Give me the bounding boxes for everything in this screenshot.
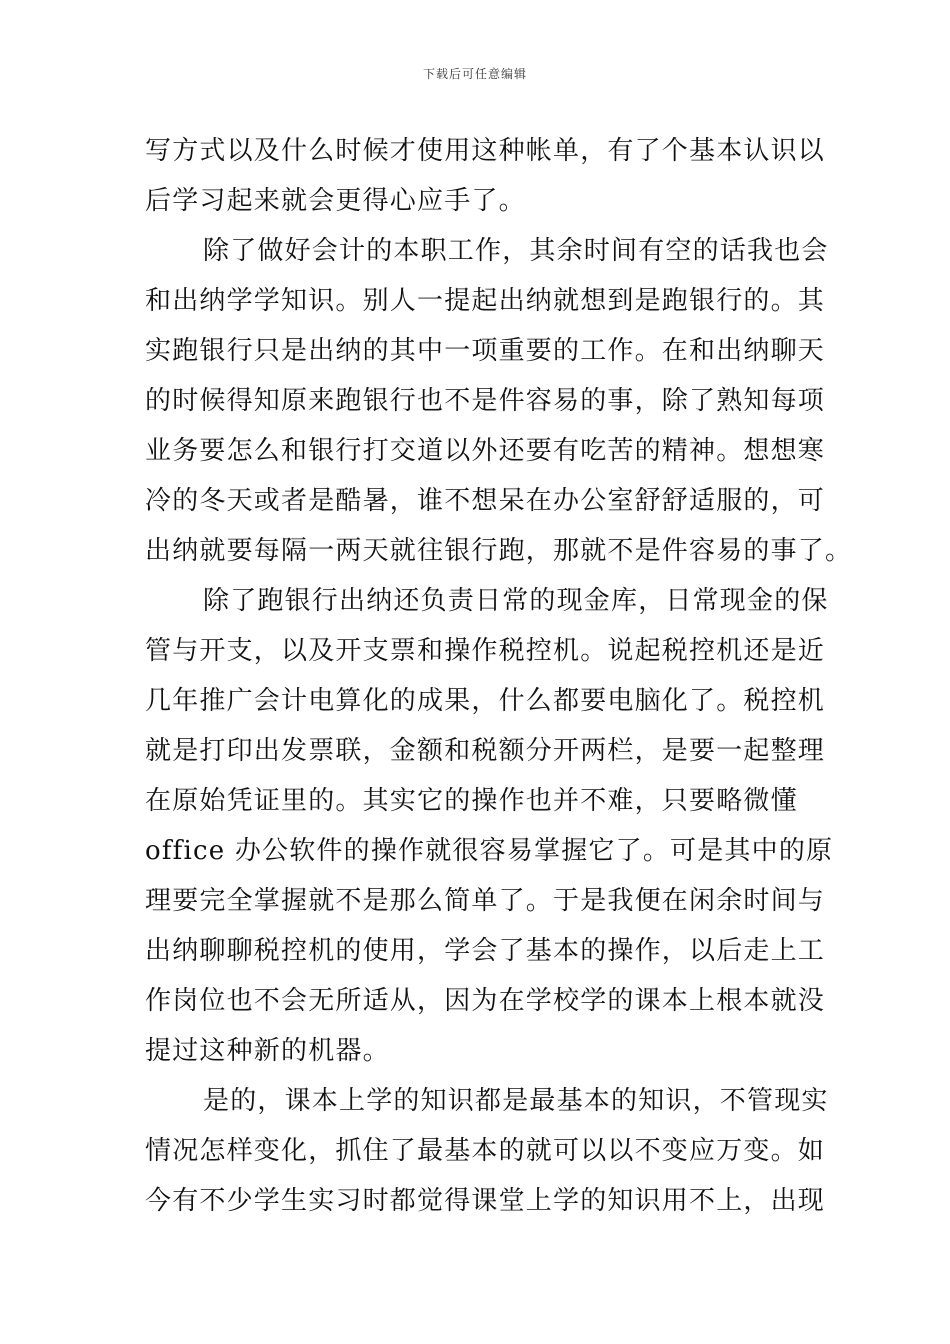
text-line: 写方式以及什么时候才使用这种帐单，有了个基本认识以 bbox=[145, 136, 826, 166]
paragraph-first-line: 除了做好会计的本职工作，其余时间有空的话我也会 bbox=[203, 236, 829, 266]
document-body bbox=[145, 126, 853, 1226]
page-header: 下载后可任意编辑 bbox=[422, 67, 527, 81]
text-line: 作岗位也不会无所适从，因为在学校学的课本上根本就没 bbox=[145, 986, 826, 1016]
text-line: 在原始凭证里的。其实它的操作也并不难，只要略微懂 bbox=[145, 786, 798, 816]
text-line: 业务要怎么和银行打交道以外还要有吃苦的精神。想想寒 bbox=[145, 436, 826, 466]
text-line: 情况怎样变化，抓住了最基本的就可以以不变应万变。如 bbox=[145, 1136, 826, 1166]
text-line: 几年推广会计电算化的成果，什么都要电脑化了。税控机 bbox=[145, 686, 826, 716]
text-line: 实跑银行只是出纳的其中一项重要的工作。在和出纳聊天 bbox=[145, 336, 826, 366]
text-line: 今有不少学生实习时都觉得课堂上学的知识用不上，出现 bbox=[145, 1186, 826, 1216]
text-line: 出纳就要每隔一两天就往银行跑，那就不是件容易的事了。 bbox=[145, 536, 853, 566]
text-line: 后学习起来就会更得心应手了。 bbox=[145, 186, 526, 216]
text-line: 管与开支，以及开支票和操作税控机。说起税控机还是近 bbox=[145, 636, 826, 666]
text-line: 就是打印出发票联，金额和税额分开两栏，是要一起整理 bbox=[145, 736, 826, 766]
text-line: 提过这种新的机器。 bbox=[145, 1036, 390, 1066]
text-line: 的时候得知原来跑银行也不是件容易的事，除了熟知每项 bbox=[145, 386, 826, 416]
paragraph-first-line: 除了跑银行出纳还负责日常的现金库，日常现金的保 bbox=[203, 586, 829, 616]
text-line: 出纳聊聊税控机的使用，学会了基本的操作，以后走上工 bbox=[145, 936, 826, 966]
paragraph-first-line: 是的，课本上学的知识都是最基本的知识，不管现实 bbox=[203, 1086, 829, 1116]
text-line: office 办公软件的操作就很容易掌握它了。可是其中的原 bbox=[145, 836, 834, 866]
text-line: 和出纳学学知识。别人一提起出纳就想到是跑银行的。其 bbox=[145, 286, 826, 316]
text-line: 理要完全掌握就不是那么简单了。于是我便在闲余时间与 bbox=[145, 886, 826, 916]
text-line: 冷的冬天或者是酷暑，谁不想呆在办公室舒舒适服的，可 bbox=[145, 486, 826, 516]
